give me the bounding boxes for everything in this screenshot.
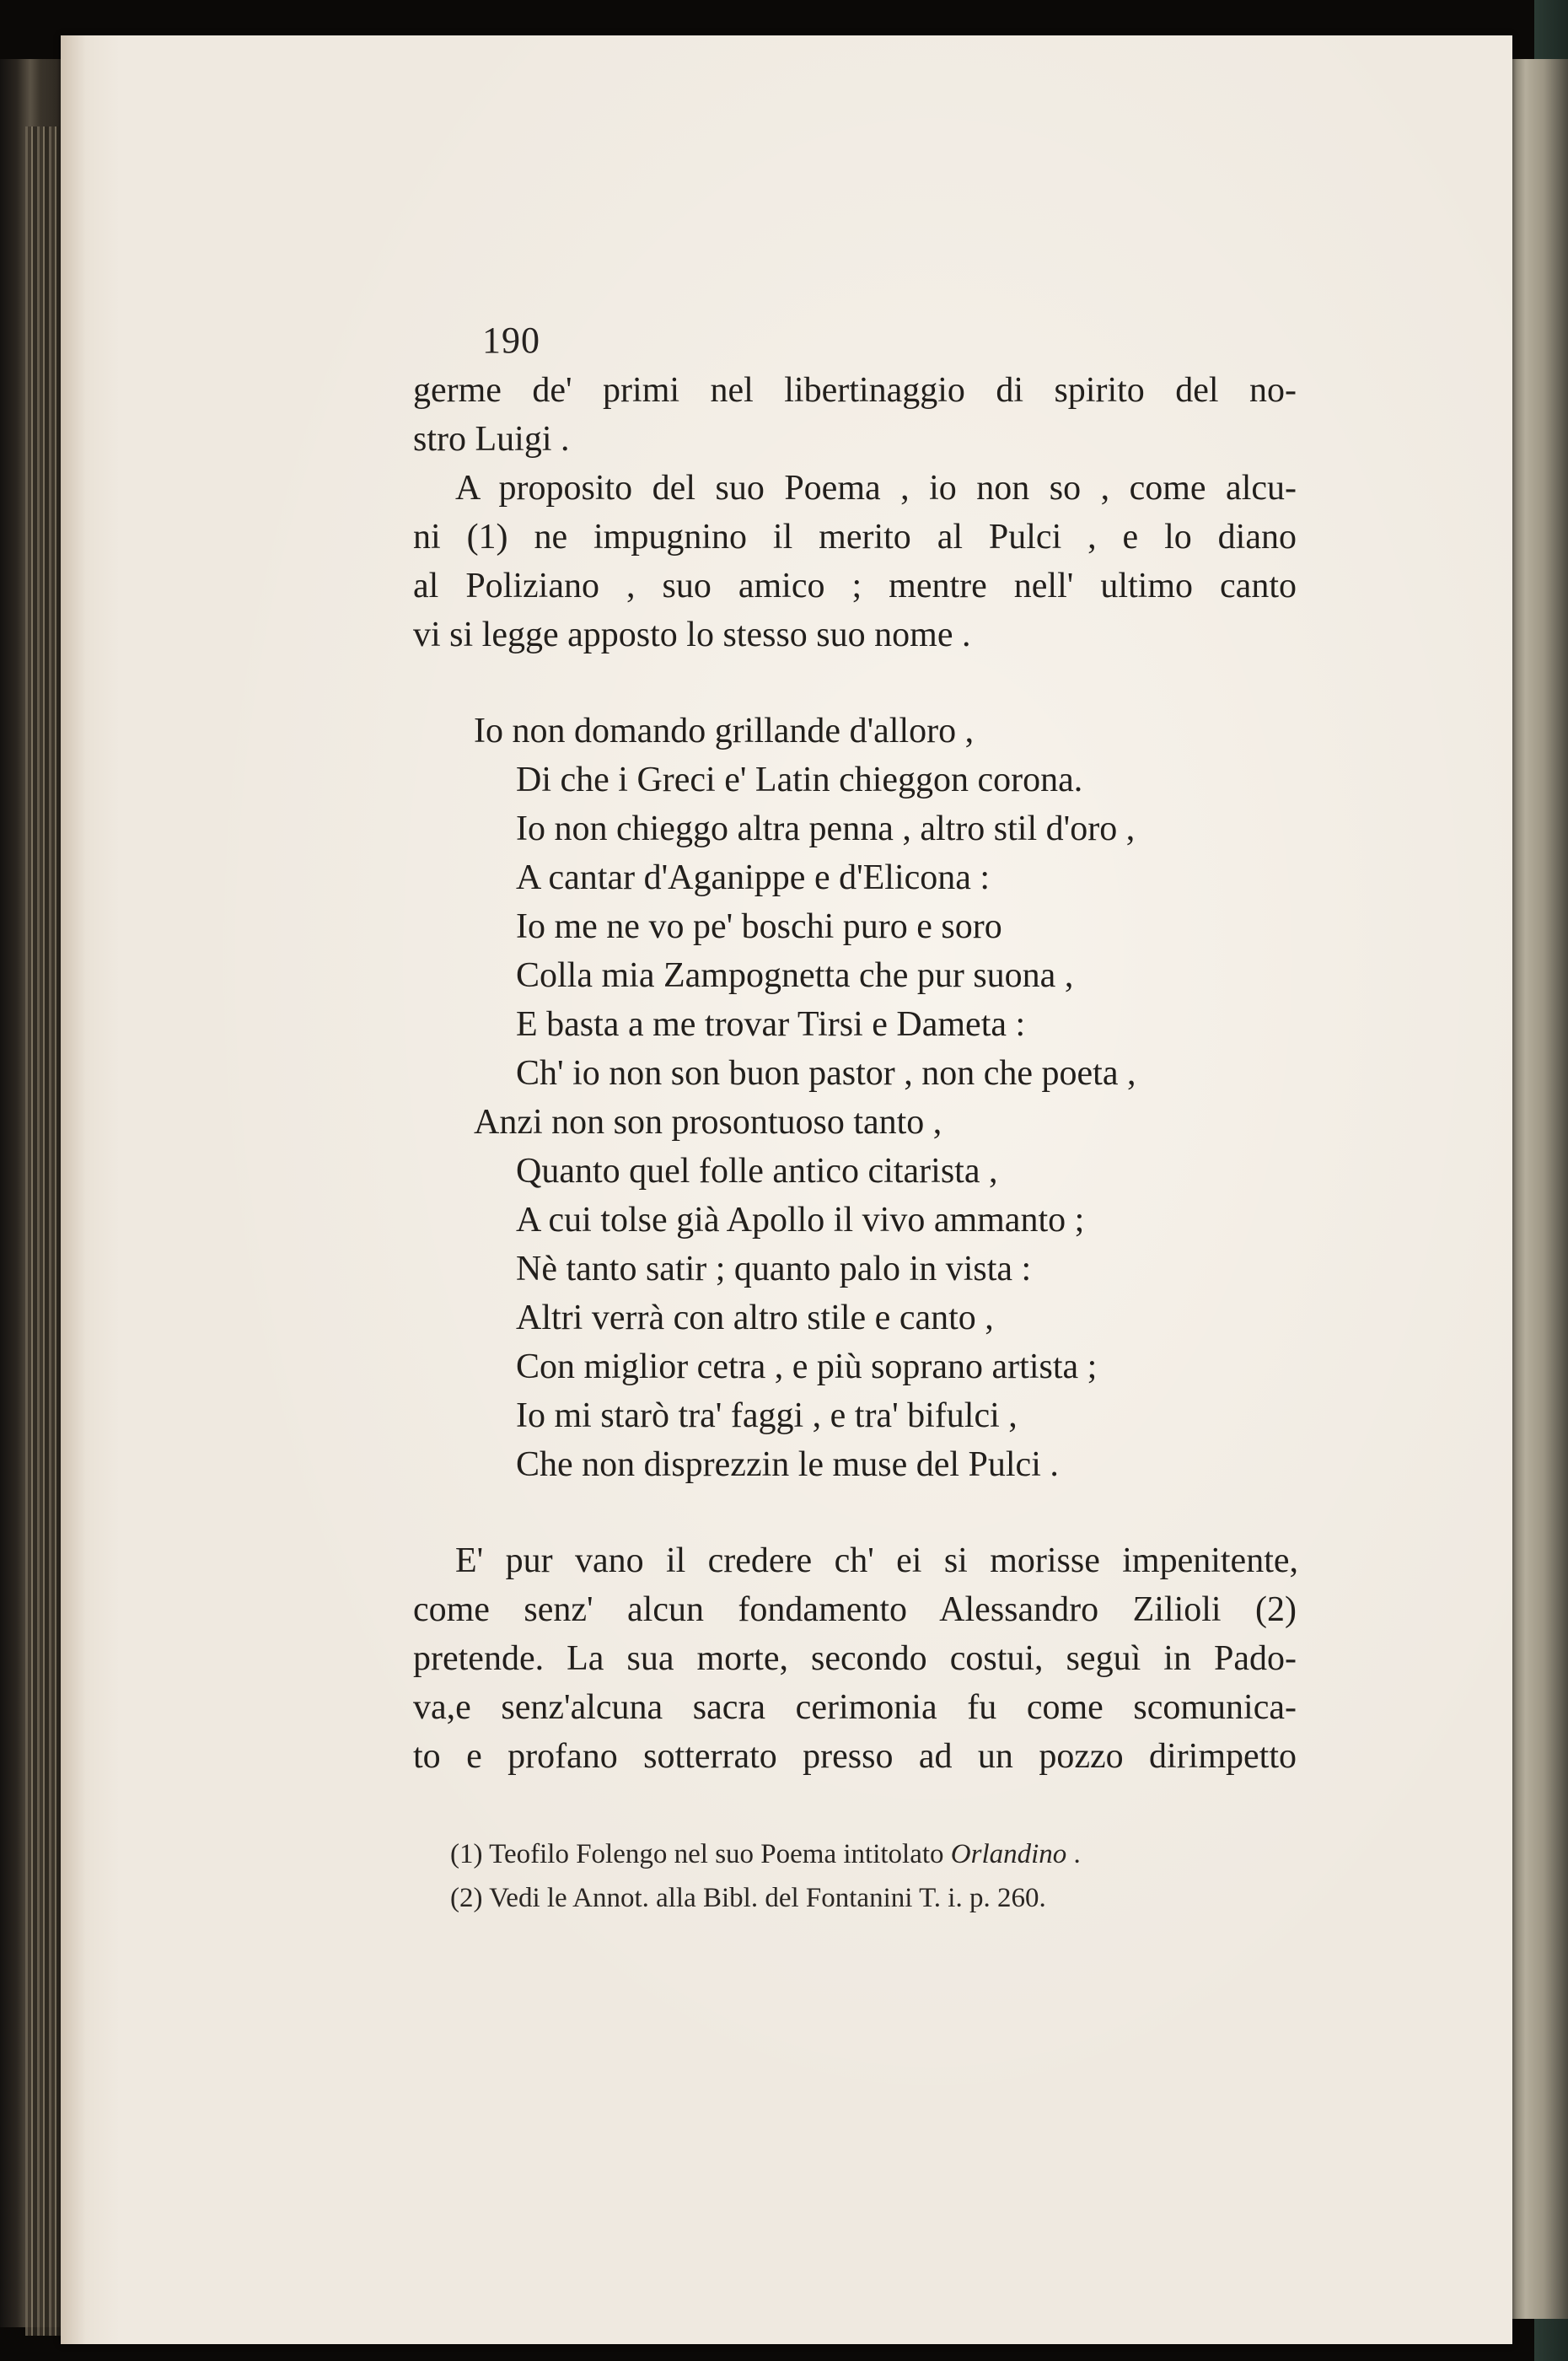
footnote-1	[450, 1830, 1081, 1879]
poem-line: A cantar d'Aganippe e d'Elicona :	[516, 858, 991, 897]
text-line: stro Luigi .	[413, 420, 570, 459]
poem-line: Io mi starò tra' faggi , e tra' bifulci ,	[516, 1396, 1018, 1435]
page-number: 190	[482, 320, 540, 361]
footnote-2: (2) Vedi le Annot. alla Bibl. del Fontanini T. i. p. 260.	[450, 1883, 1046, 1913]
poem-line: E basta a me trovar Tirsi e Dameta :	[516, 1005, 1026, 1044]
footnote-1-title: Orlandino	[950, 1839, 1067, 1869]
text-line: E' pur vano il credere ch' ei si morisse impenitente,	[455, 1541, 1298, 1580]
text-line: al Poliziano , suo amico ; mentre nell' ultimo canto	[413, 567, 1297, 605]
poem-line: Anzi non son prosontuoso tanto ,	[474, 1103, 942, 1142]
text-line: ni (1) ne impugnino il merito al Pulci , e lo diano	[413, 518, 1297, 557]
poem-line: Di che i Greci e' Latin chieggon corona.	[516, 761, 1083, 799]
text-line: germe de' primi nel libertinaggio di spirito del no-	[413, 371, 1297, 410]
footnote-1-end: .	[1066, 1839, 1081, 1869]
poem-line: Io me ne vo pe' boschi puro e soro	[516, 907, 1002, 946]
poem-line: Quanto quel folle antico citarista ,	[516, 1152, 998, 1191]
facing-page-edge	[1507, 59, 1568, 2319]
book-page	[61, 35, 1512, 2344]
text-line: vi si legge apposto lo stesso suo nome .	[413, 616, 971, 654]
poem-line: A cui tolse già Apollo il vivo ammanto ;	[516, 1201, 1085, 1240]
book-spine-edge	[0, 59, 67, 2327]
text-line: va,e senz'alcuna sacra cerimonia fu come scomunica-	[413, 1688, 1297, 1727]
poem-line: Io non chieggo altra penna , altro stil d'oro ,	[516, 809, 1136, 848]
text-line: pretende. La sua morte, secondo costui, seguì in Pado-	[413, 1639, 1297, 1678]
footnote-1-text: (1) Teofilo Folengo nel suo Poema intitolato	[450, 1839, 951, 1869]
poem-line: Con miglior cetra , e più soprano artista ;	[516, 1347, 1098, 1386]
poem-line: Colla mia Zampognetta che pur suona ,	[516, 956, 1074, 995]
poem-line: Nè tanto satir ; quanto palo in vista :	[516, 1250, 1032, 1288]
poem-line: Altri verrà con altro stile e canto ,	[516, 1299, 994, 1337]
poem-line: Io non domando grillande d'alloro ,	[474, 712, 975, 750]
poem-line: Ch' io non son buon pastor , non che poeta ,	[516, 1054, 1136, 1093]
poem-line: Che non disprezzin le muse del Pulci .	[516, 1445, 1059, 1484]
text-line: to e profano sotterrato presso ad un pozzo dirimpetto	[413, 1737, 1297, 1776]
text-line: come senz' alcun fondamento Alessandro Zilioli (2)	[413, 1590, 1297, 1629]
text-line: A proposito del suo Poema , io non so , come alcu-	[455, 469, 1297, 508]
